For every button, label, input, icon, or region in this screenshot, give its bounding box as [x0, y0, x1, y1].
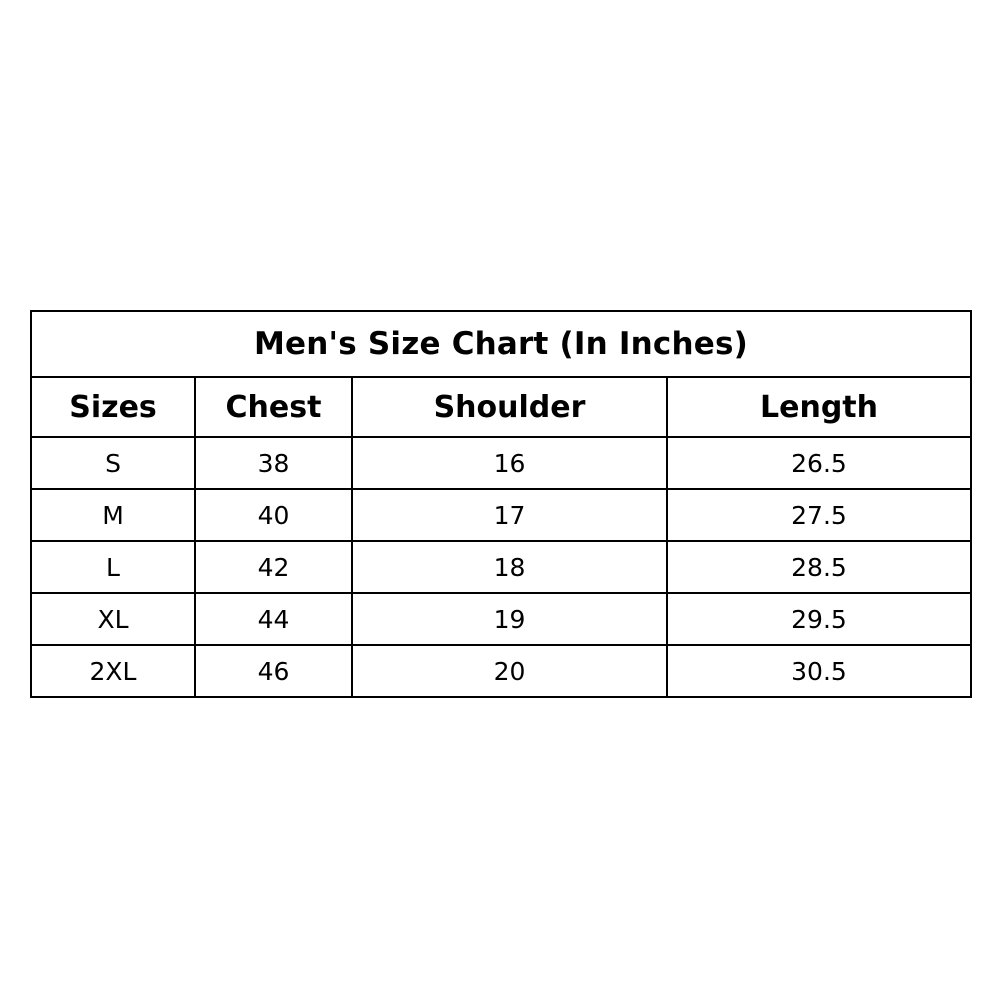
cell-shoulder: 20 [352, 645, 667, 697]
cell-shoulder: 17 [352, 489, 667, 541]
cell-length: 27.5 [667, 489, 971, 541]
cell-shoulder: 18 [352, 541, 667, 593]
table-row [31, 541, 971, 593]
cell-shoulder: 16 [352, 437, 667, 489]
cell-length: 30.5 [667, 645, 971, 697]
column-header-length: Length [667, 377, 971, 437]
table-row [31, 593, 971, 645]
cell-chest: 40 [195, 489, 352, 541]
cell-size: M [31, 489, 195, 541]
column-header-chest: Chest [195, 377, 352, 437]
cell-chest: 38 [195, 437, 352, 489]
table-row [31, 645, 971, 697]
cell-chest: 46 [195, 645, 352, 697]
table-row [31, 437, 971, 489]
column-header-shoulder: Shoulder [352, 377, 667, 437]
cell-length: 28.5 [667, 541, 971, 593]
table-row [31, 489, 971, 541]
cell-chest: 44 [195, 593, 352, 645]
table-title-row [31, 311, 971, 377]
column-header-sizes: Sizes [31, 377, 195, 437]
cell-shoulder: 19 [352, 593, 667, 645]
cell-size: XL [31, 593, 195, 645]
mens-size-chart-table [30, 310, 972, 698]
chart-title: Men's Size Chart (In Inches) [31, 311, 971, 377]
size-chart-container [30, 310, 970, 698]
cell-chest: 42 [195, 541, 352, 593]
table-header-row [31, 377, 971, 437]
cell-size: 2XL [31, 645, 195, 697]
cell-size: L [31, 541, 195, 593]
cell-length: 26.5 [667, 437, 971, 489]
cell-size: S [31, 437, 195, 489]
cell-length: 29.5 [667, 593, 971, 645]
